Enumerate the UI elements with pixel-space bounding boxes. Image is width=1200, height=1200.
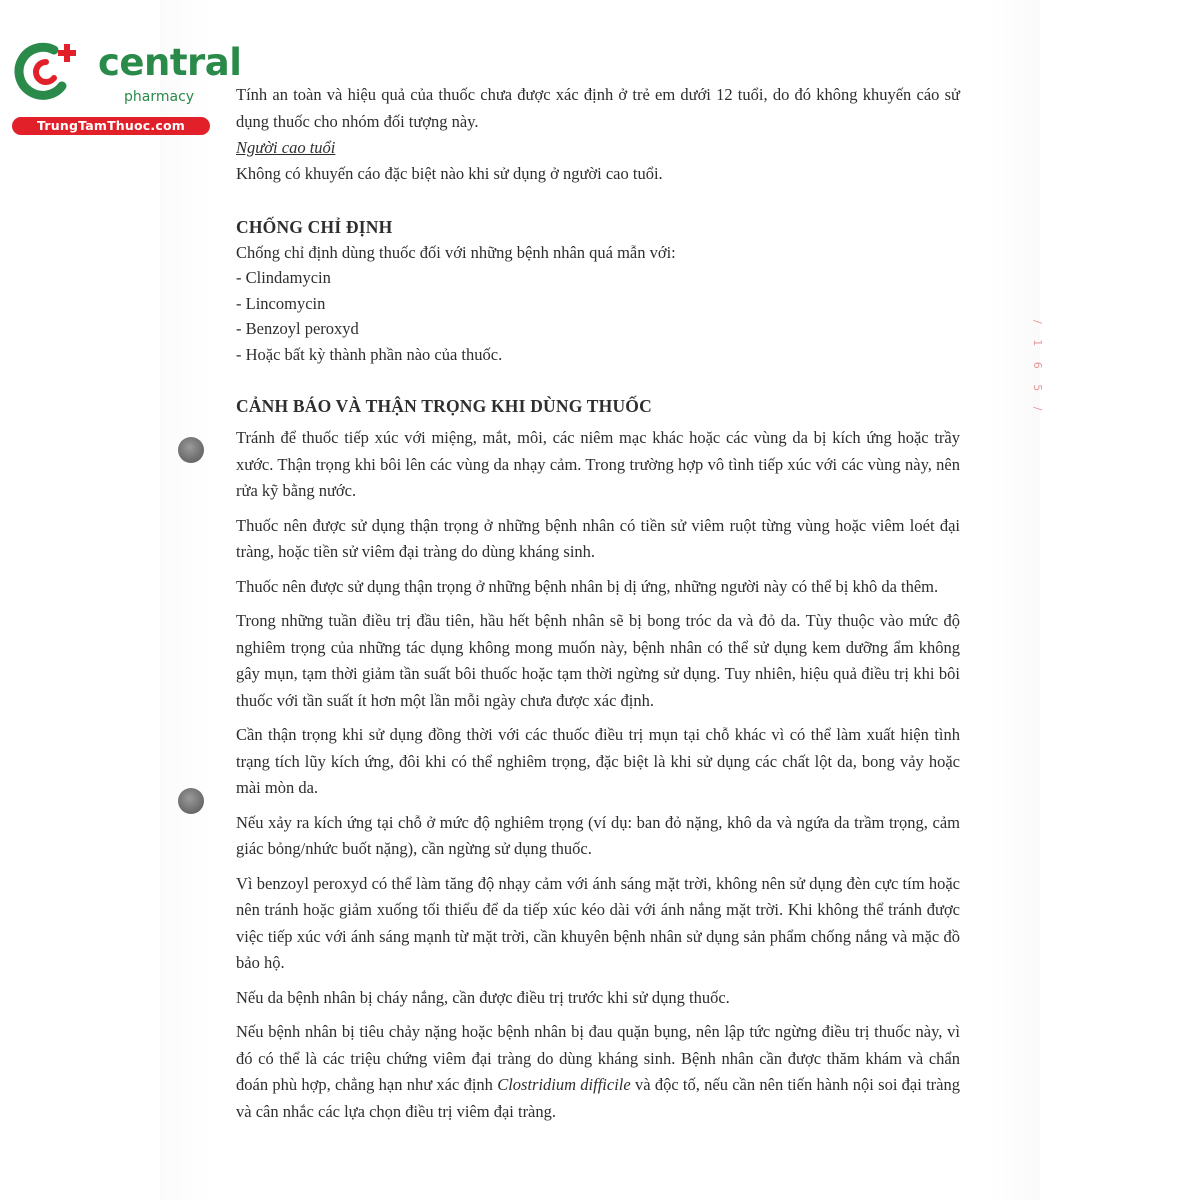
warning-paragraph: Vì benzoyl peroxyd có thể làm tăng độ nhạy cảm với ánh sáng mặt trời, không nên sử dụng đèn cực tím hoặc nên tránh hoặc giảm xuống tối thiểu để da tiếp xúc kéo dài với ánh nắng mặt trời. Khi không thể tránh được việc tiếp xúc với ánh sáng mạnh từ mặt trời, cần khuyên bệnh nhân sử dụng sản phẩm chống nắng và mặc đồ bảo hộ. — [236, 873, 960, 972]
warning-paragraph: Thuốc nên được sử dụng thận trọng ở những bệnh nhân bị dị ứng, những người này có thể bị khô da thêm. — [236, 576, 939, 596]
logo-name: central — [98, 41, 242, 84]
margin-stamp: / 1 6 5 / — [1031, 320, 1044, 417]
warning-paragraph: Tránh để thuốc tiếp xúc với miệng, mắt, môi, các niêm mạc khác hoặc các vùng da bị kích ứng hoặc trầy xước. Thận trọng khi bôi lên các vùng da nhạy cảm. Trong trường hợp vô tình tiếp xúc với các vùng này, nên rửa kỹ bằng nước. — [236, 428, 960, 500]
last-paragraph-text-end: và độc tố, nếu cần nên tiến hành nội soi đại tràng và cân nhắc các lựa chọn điều trị viêm đại tràng. — [236, 1075, 960, 1121]
logo-site-url: TrungTamThuoc.com — [12, 117, 210, 135]
warning-paragraph: Nếu xảy ra kích ứng tại chỗ ở mức độ nghiêm trọng (ví dụ: ban đỏ nặng, khô da và ngứa da trầm trọng, cảm giác bỏng/nhức buốt nặng), cần ngừng sử dụng thuốc. — [236, 812, 960, 858]
warning-paragraph: Thuốc nên được sử dụng thận trọng ở những bệnh nhân có tiền sử viêm ruột từng vùng hoặc viêm loét đại tràng, hoặc tiền sử viêm đại tràng do dùng kháng sinh. — [236, 515, 960, 561]
contraindications-heading: CHỐNG CHỈ ĐỊNH — [236, 216, 393, 237]
punch-hole-top — [178, 437, 204, 463]
document-body — [236, 82, 960, 1125]
punch-hole-bottom — [178, 788, 204, 814]
warning-paragraph: Cần thận trọng khi sử dụng đồng thời với các thuốc điều trị mụn tại chỗ khác vì có thể làm xuất hiện tình trạng tích lũy kích ứng, đôi khi có thể nghiêm trọng, đặc biệt là khi sử dụng các chất lột da, bong vảy hoặc mài mòn da. — [236, 725, 960, 797]
contraindication-item: - Benzoyl peroxyd — [236, 319, 359, 338]
intro-paragraph: Tính an toàn và hiệu quả của thuốc chưa được xác định ở trẻ em dưới 12 tuổi, do đó không khuyến cáo sử dụng thuốc cho nhóm đối tượng này. — [236, 85, 960, 131]
last-paragraph-text: Nếu bệnh nhân bị tiêu chảy nặng hoặc bệnh nhân bị đau quặn bụng, nên lập tức ngừng điều trị thuốc này, vì đó có thể là các triệu chứng viêm đại tràng do dùng kháng sinh. Bệnh nhân cần được thăm khám và chẩn đoán phù hợp, chẳng hạn như xác định — [236, 1022, 960, 1094]
logo-subtitle: pharmacy — [124, 89, 195, 105]
warning-paragraph-last — [236, 1019, 960, 1125]
contraindication-item: - Hoặc bất kỳ thành phần nào của thuốc. — [236, 344, 503, 364]
contraindication-item: - Lincomycin — [236, 293, 326, 313]
organism-name: Clostridium difficile — [497, 1075, 631, 1094]
elderly-subheading: Người cao tuổi — [236, 138, 336, 157]
warning-paragraph: Trong những tuần điều trị đầu tiên, hầu hết bệnh nhân sẽ bị bong tróc da và đỏ da. Tùy thuộc vào mức độ nghiêm trọng của những tác dụng không mong muốn này, bệnh nhân có thể sử dụng kem dưỡng ẩm không gây mụn, tạm thời giảm tần suất bôi thuốc hoặc tạm thời ngừng sử dụng. Tuy nhiên, hiệu quả điều trị khi bôi thuốc với tần suất ít hơn một lần mỗi ngày chưa được xác định. — [236, 611, 960, 710]
contraindications-intro: Chống chỉ định dùng thuốc đối với những bệnh nhân quá mẫn với: — [236, 242, 676, 262]
warnings-heading: CẢNH BÁO VÀ THẬN TRỌNG KHI DÙNG THUỐC — [236, 396, 652, 416]
pharmacy-cross-icon — [10, 40, 82, 104]
warning-paragraph: Nếu da bệnh nhân bị cháy nắng, cần được điều trị trước khi sử dụng thuốc. — [236, 987, 730, 1007]
contraindication-item: - Clindamycin — [236, 268, 331, 287]
central-pharmacy-logo[interactable] — [10, 40, 242, 140]
elderly-paragraph: Không có khuyến cáo đặc biệt nào khi sử dụng ở người cao tuổi. — [236, 164, 663, 183]
